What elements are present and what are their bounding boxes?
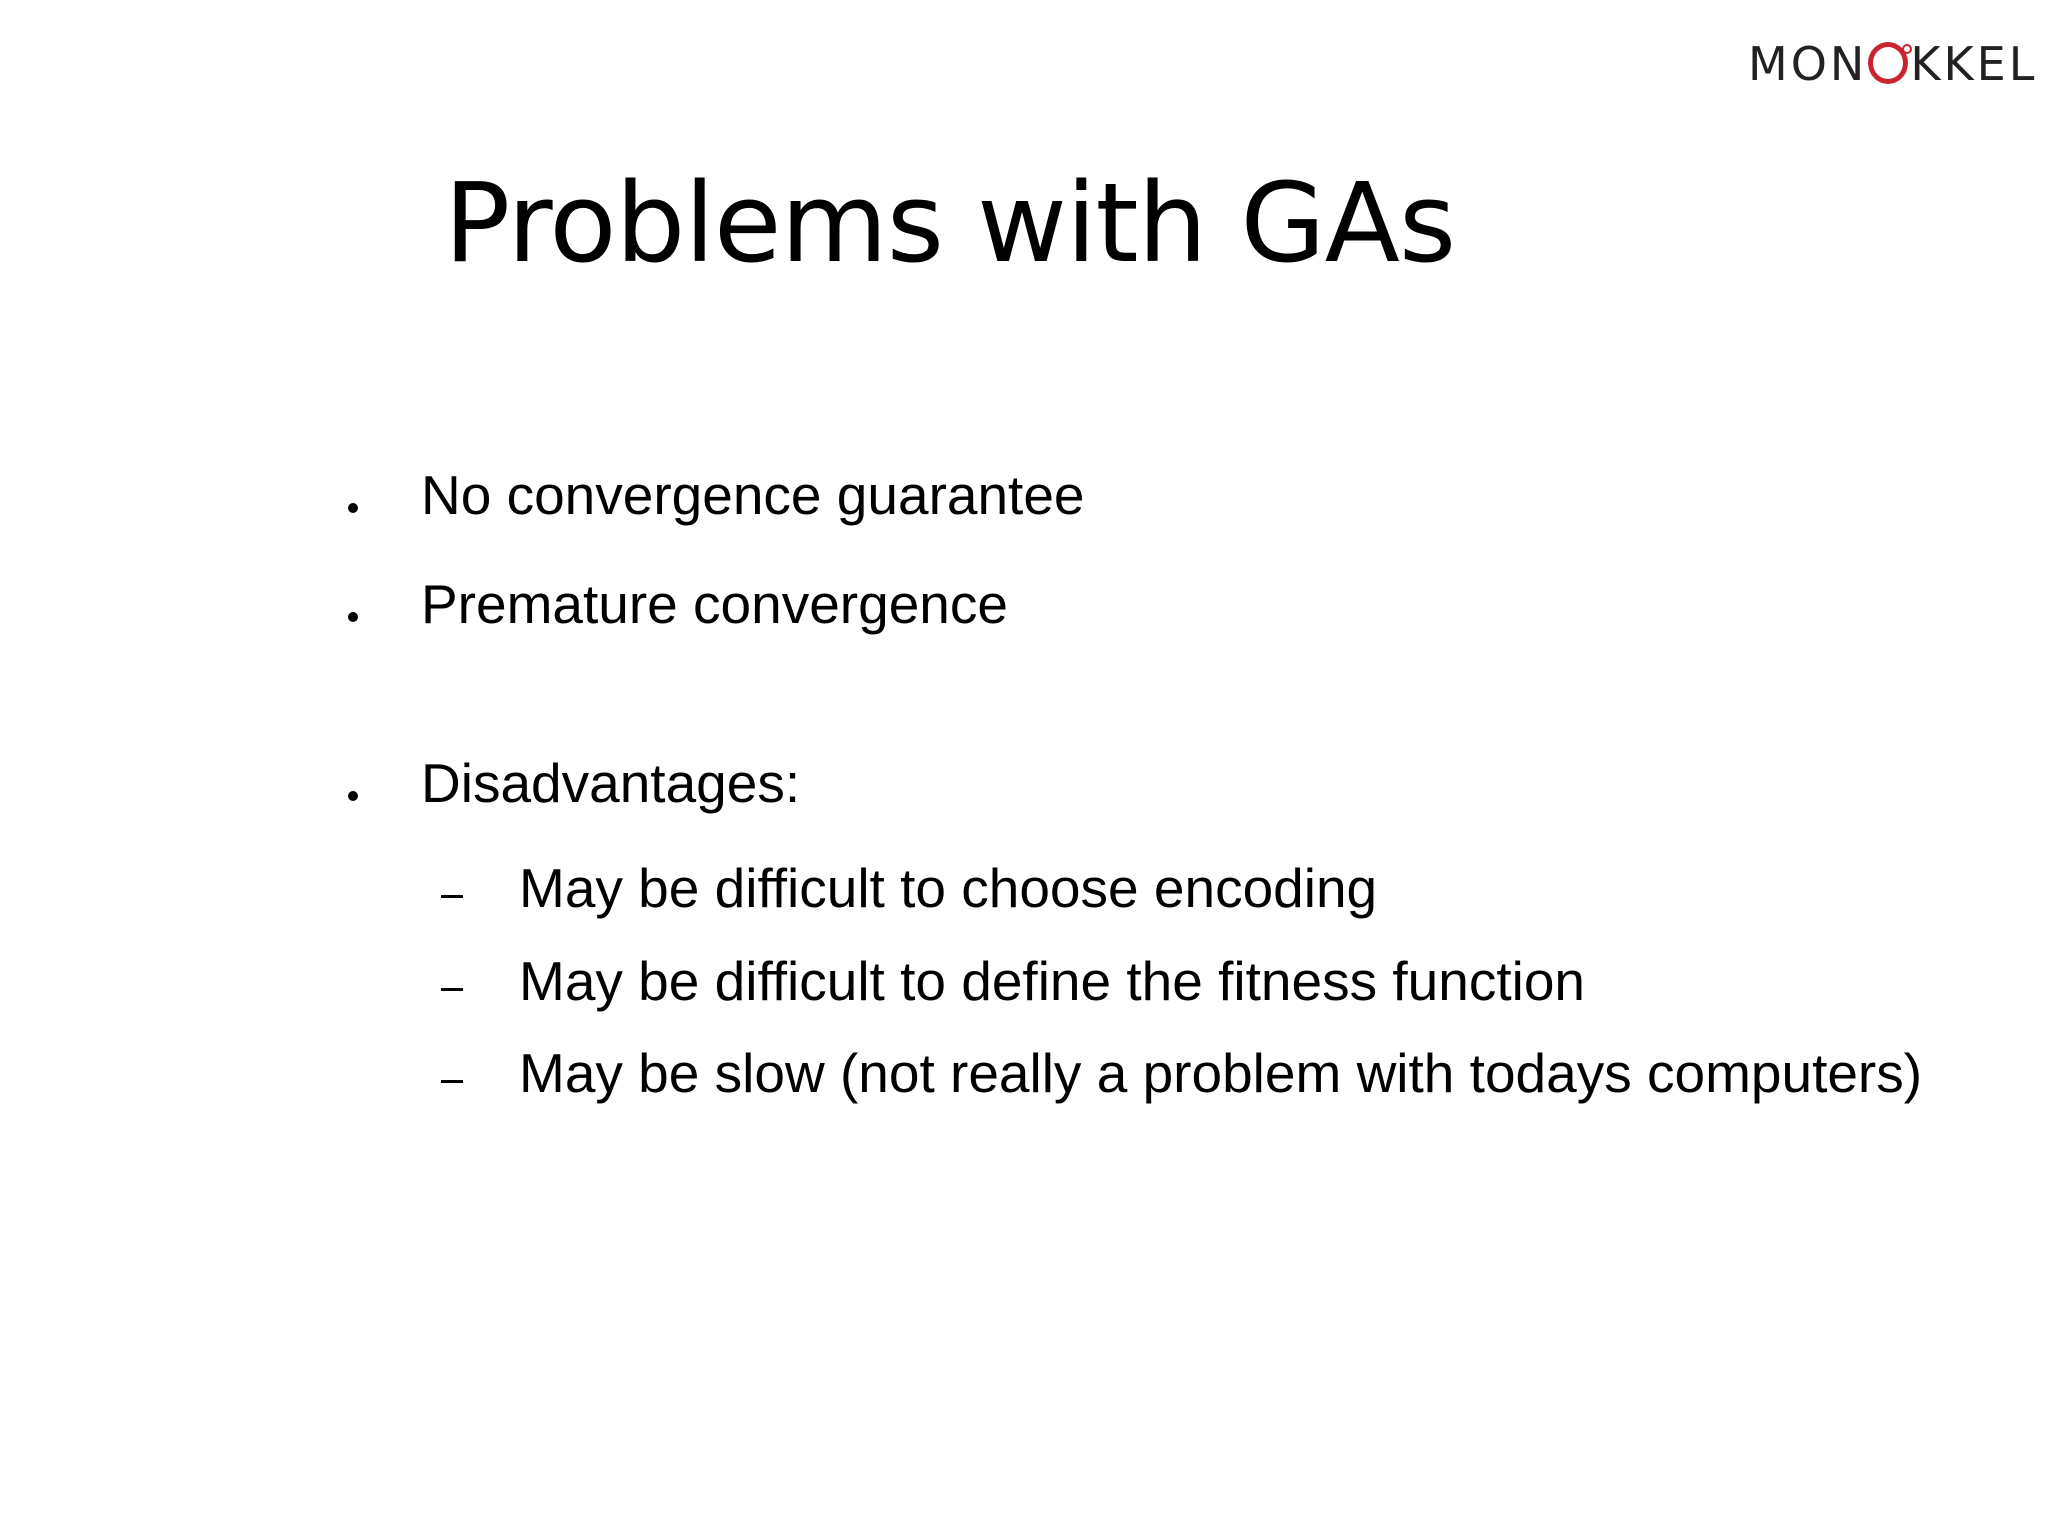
logo-ring-icon [1868, 42, 1908, 84]
sub-bullet-dash [441, 895, 463, 898]
bullet-dot [348, 503, 358, 513]
monokkel-logo [1748, 36, 2048, 92]
logo-text-start: MON [1748, 37, 1868, 91]
sub-bullet-dash [441, 1080, 463, 1083]
logo-text-end: KKEL [1910, 37, 2038, 91]
bullet-dot [348, 612, 358, 622]
sub-bullet-dash [441, 988, 463, 991]
sub-bullet-item: May be slow (not really a problem with todays computers) [519, 1042, 1923, 1104]
bullet-item: No convergence guarantee [421, 464, 1085, 526]
bullet-item: Premature convergence [421, 573, 1008, 635]
sub-bullet-item: May be difficult to choose encoding [519, 857, 1378, 919]
sub-bullet-item: May be difficult to define the fitness function [519, 950, 1586, 1012]
bullet-item: Disadvantages: [421, 752, 801, 814]
slide-title: Problems with GAs [444, 159, 1456, 287]
bullet-dot [348, 791, 358, 801]
